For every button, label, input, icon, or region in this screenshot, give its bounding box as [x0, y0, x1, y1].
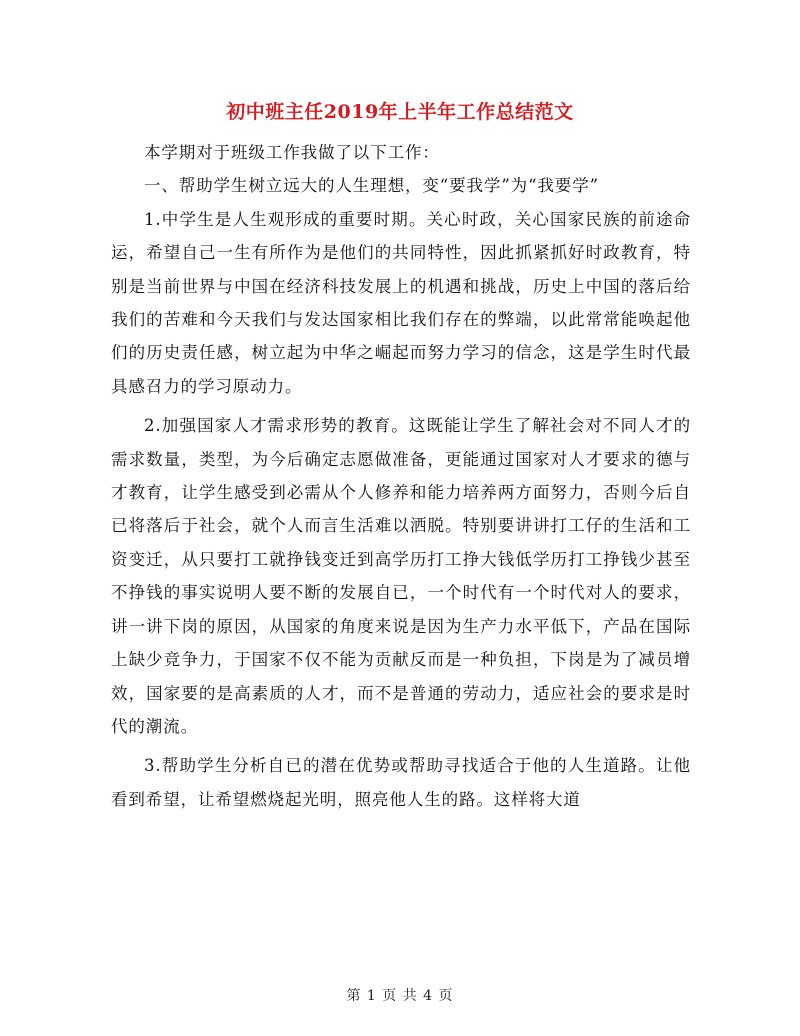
- paragraph-item-2: 2.加强国家人才需求形势的教育。这既能让学生了解社会对不同人才的需求数量，类型，为今后确定志愿做准备，更能通过国家对人才要求的德与才教育，让学生感受到必需从个人修养和能力培养两方面努力，否则今后自已将落后于社会，就个人而言生活难以洒脱。特别要讲讲打工仔的生活和工资变迁，从只要打工就挣钱变迁到高学历打工挣大钱低学历打工挣钱少甚至不挣钱的事实说明人要不断的发展自已，一个时代有一个时代对人的要求，讲一讲下岗的原因，从国家的角度来说是因为生产力水平低下，产品在国际上缺少竞争力，于国家不仅不能为贡献反而是一种负担，下岗是为了减员增效，国家要的是高素质的人才，而不是普通的劳动力，适应社会的要求是时代的潮流。: [111, 416, 691, 736]
- paragraph-item-3: 3.帮助学生分析自已的潜在优势或帮助寻找适合于他的人生道路。让他看到希望，让希望燃烧起光明，照亮他人生的路。这样将大道: [111, 756, 691, 809]
- paragraph-section-heading: 一、帮助学生树立远大的人生理想，变“要我学”为“我要学”: [144, 176, 599, 196]
- paragraph-intro: 本学期对于班级工作我做了以下工作：: [144, 143, 440, 162]
- page-footer: 第 1 页 共 4 页: [346, 988, 454, 1004]
- document-title: 初中班主任2019年上半年工作总结范文: [226, 101, 574, 123]
- paragraph-item-1: 1.中学生是人生观形成的重要时期。关心时政，关心国家民族的前途命运，希望自己一生有所作为是他们的共同特性，因此抓紧抓好时政教育，特别是当前世界与中国在经济科技发展上的机遇和挑战，历史上中国的落后给我们的苦难和今天我们与发达国家相比我们存在的弊端，以此常常能唤起他们的历史责任感，树立起为中华之崛起而努力学习的信念，这是学生时代最具感召力的学习原动力。: [111, 209, 691, 396]
- document-body: [111, 136, 691, 816]
